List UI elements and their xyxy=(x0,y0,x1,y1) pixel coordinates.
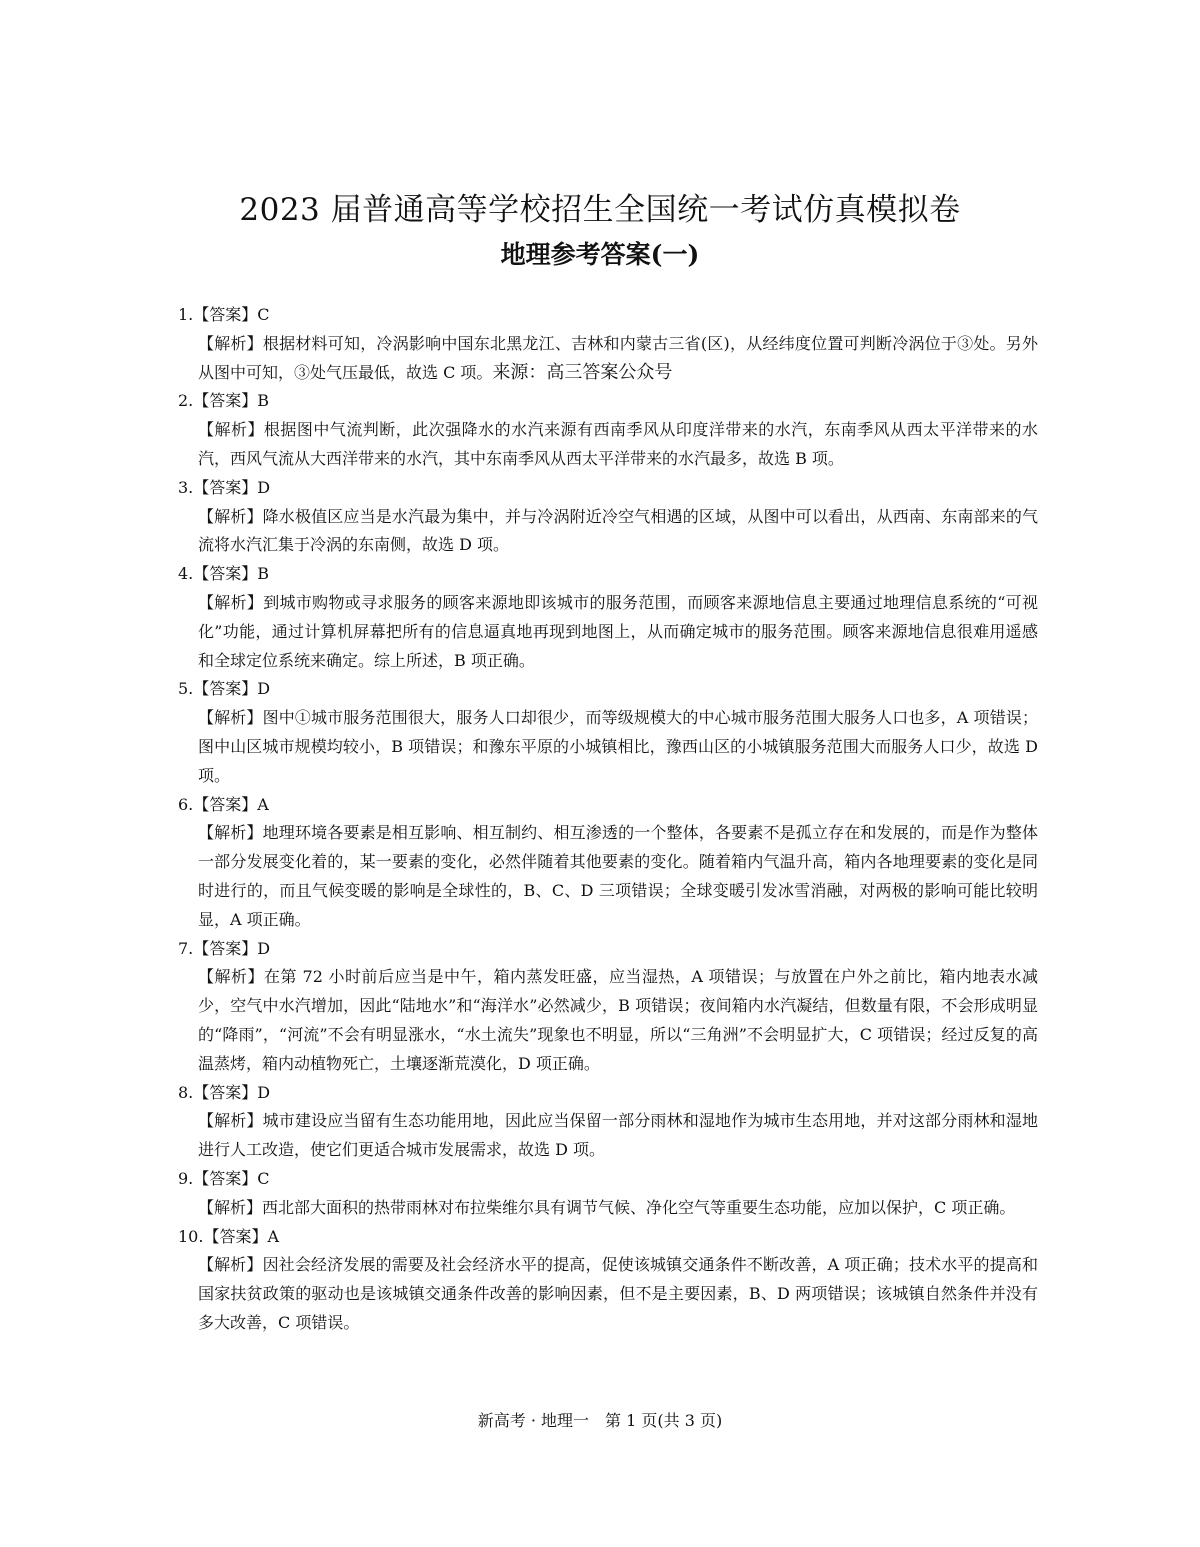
answer-item-7 xyxy=(178,935,1038,1079)
answer-label: 9.【答案】C xyxy=(178,1168,270,1188)
answer-item-9 xyxy=(178,1165,1038,1223)
answer-item-1 xyxy=(178,301,1038,387)
analysis-text: 【解析】根据材料可知，冷涡影响中国东北黑龙江、吉林和内蒙古三省(区)，从经纬度位置可判断冷涡位于③处。另外从图中可知，③处气压最低，故选 C 项。来源：高三答案公众号 xyxy=(198,333,1038,383)
answer-label: 8.【答案】D xyxy=(178,1082,271,1102)
answer-label: 10.【答案】A xyxy=(178,1226,280,1246)
answer-label: 2.【答案】B xyxy=(178,391,270,411)
analysis-text: 【解析】根据图中气流判断，此次强降水的水汽来源有西南季风从印度洋带来的水汽，东南季风从西太平洋带来的水汽，西风气流从大西洋带来的水汽，其中东南季风从西太平洋带来的水汽最多，故选 B 项。 xyxy=(198,420,1038,468)
document-title: 2023 届普通高等学校招生全国统一考试仿真模拟卷 xyxy=(239,192,961,228)
answer-label: 4.【答案】B xyxy=(178,564,270,584)
answer-label: 5.【答案】D xyxy=(178,679,271,699)
source-note: 来源：高三答案公众号 xyxy=(492,361,673,383)
document-subtitle: 地理参考答案(一) xyxy=(500,240,700,269)
analysis-text: 【解析】图中①城市服务范围很大，服务人口却很少，而等级规模大的中心城市服务范围大服务人口也多，A 项错误；图中山区城市规模均较小，B 项错误；和豫东平原的小城镇相比，豫西山区的小城镇服务范围大而服务人口少，故选 D 项。 xyxy=(198,708,1038,785)
analysis-text: 【解析】地理环境各要素是相互影响、相互制约、相互渗透的一个整体，各要素不是孤立存在和发展的，而是作为整体一部分发展变化着的，某一要素的变化，必然伴随着其他要素的变化。随着箱内气温升高，箱内各地理要素的变化是同时进行的，而且气候变暖的影响是全球性的，B、C、D 三项错误；全球变暖引发冰雪消融，对两极的影响可能比较明显，A 项正确。 xyxy=(198,823,1038,929)
answer-label: 7.【答案】D xyxy=(178,938,271,958)
answer-label: 6.【答案】A xyxy=(178,794,269,814)
answer-item-10 xyxy=(178,1223,1038,1338)
analysis-text: 【解析】因社会经济发展的需要及社会经济水平的提高，促使该城镇交通条件不断改善，A 项正确；技术水平的提高和国家扶贫政策的驱动也是该城镇交通条件改善的影响因素，但不是主要因素，B、D 两项错误；该城镇自然条件并没有多大改善，C 项错误。 xyxy=(198,1255,1038,1332)
answer-item-3 xyxy=(178,474,1038,560)
answer-item-6 xyxy=(178,791,1038,935)
answer-item-8 xyxy=(178,1079,1038,1165)
answer-label: 1.【答案】C xyxy=(178,305,270,324)
answer-label: 3.【答案】D xyxy=(178,477,271,497)
answer-list xyxy=(178,301,1038,1338)
answer-item-5 xyxy=(178,675,1038,790)
answer-item-4 xyxy=(178,560,1038,675)
answer-item-2 xyxy=(178,387,1038,473)
analysis-text: 【解析】在第 72 小时前后应当是中午，箱内蒸发旺盛，应当湿热，A 项错误；与放置在户外之前比，箱内地表水减少，空气中水汽增加，因此“陆地水”和“海洋水”必然减少，B 项错误；夜间箱内水汽凝结，但数量有限，不会形成明显的“降雨”，“河流”不会有明显涨水，“水土流失”现象也不明显，所以“三角洲”不会明显扩大，C 项错误；经过反复的高温蒸烤，箱内动植物死亡，土壤逐渐荒漠化，D 项正确。 xyxy=(198,967,1038,1073)
page-footer: 新高考 · 地理一 第 1 页(共 3 页) xyxy=(477,1411,723,1430)
analysis-text: 【解析】到城市购物或寻求服务的顾客来源地即该城市的服务范围，而顾客来源地信息主要通过地理信息系统的“可视化”功能，通过计算机屏幕把所有的信息逼真地再现到地图上，从而确定城市的服务范围。顾客来源地信息很难用遥感和全球定位系统来确定。综上所述，B 项正确。 xyxy=(198,592,1038,670)
analysis-text: 【解析】西北部大面积的热带雨林对布拉柴维尔具有调节气候、净化空气等重要生态功能，应加以保护，C 项正确。 xyxy=(198,1197,1016,1217)
analysis-text: 【解析】降水极值区应当是水汽最为集中，并与冷涡附近冷空气相遇的区域，从图中可以看出，从西南、东南部来的气流将水汽汇集于冷涡的东南侧，故选 D 项。 xyxy=(198,506,1038,555)
analysis-text: 【解析】城市建设应当留有生态功能用地，因此应当保留一部分雨林和湿地作为城市生态用地，并对这部分雨林和湿地进行人工改造，使它们更适合城市发展需求，故选 D 项。 xyxy=(198,1111,1038,1160)
